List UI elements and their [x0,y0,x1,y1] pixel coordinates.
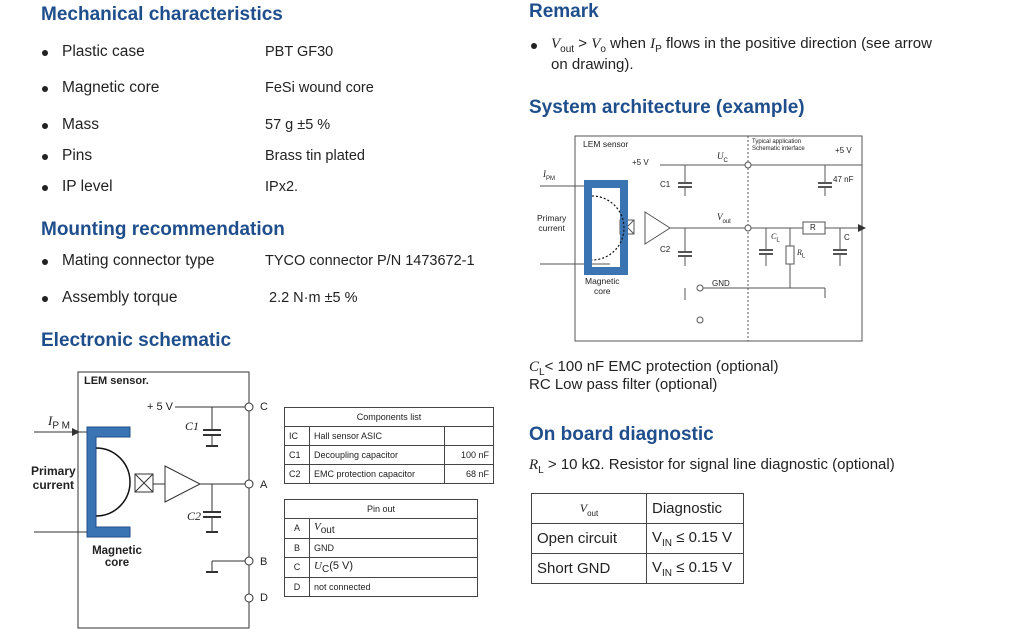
sys-47nf-label: 47 nF [833,175,854,184]
table-row: B GND [285,538,478,557]
mount-value: TYCO connector P/N 1473672-1 [265,253,475,269]
mech-value: IPx2. [265,179,299,195]
mount-value: 2.2 N·m ±5 % [269,290,358,306]
table-row: Short GND $V_{IN} \le 0.15$ V [532,554,744,584]
components-title: Components list [285,408,494,427]
table-row: IC Hall sensor ASIC [285,427,494,446]
sys-c2-label: C2 [660,245,671,254]
pin-c-label: C [260,401,268,413]
mechanical-title: Mechanical characteristics [41,4,283,25]
sys-uc-label: $U_C$ [717,151,728,164]
mech-value: 57 g ±5 % [265,117,331,133]
mount-label: Mating connector type [62,252,215,269]
diagnostic-rl-text: $R_L > 10$ kΩ. Resistor for signal line diagnostic (optional) [529,456,895,476]
sys-cl-label: $C_L$ [771,232,780,244]
sys-c-label: C [844,233,850,242]
c2-label: C2 [187,509,202,523]
system-title: System architecture (example) [529,97,805,118]
table-row: A $V_{out}$ [285,519,478,539]
mech-label: Pins [62,147,93,164]
sys-gnd-label: GND [712,279,730,288]
table-header: $V_{out}$ Diagnostic [532,494,744,524]
mech-label: IP level [62,178,113,195]
pin-d-label: D [260,592,268,604]
note-rc: RC Low pass filter (optional) [529,376,718,393]
sys-magnetic-core: Magnetic core [585,276,620,296]
plus5v-label: + 5 V [147,401,173,413]
remark-text: $V_{out} > V_o$ when $I_P$ flows in the positive direction (see arrow [551,35,932,55]
pin-a-label: A [260,479,268,491]
mech-label: Mass [62,116,100,133]
magnetic-core-label: Magnetic core [92,545,142,569]
ipm-label: $I_{P M}$ [48,413,70,432]
sys-r-label: R [810,223,816,232]
mech-label: Plastic case [62,43,145,60]
note-cl: $C_L< 100$ nF EMC protection (optional) [529,358,779,378]
sys-plus5v-out: +5 V [835,146,852,155]
sys-primary-current: Primary current [537,213,567,233]
mech-label: Magnetic core [62,79,160,96]
sys-ipm-label: $I_{PM}$ [543,169,555,182]
mech-value: FeSi wound core [265,80,374,96]
table-row: C1 Decoupling capacitor 100 nF [285,446,494,465]
mount-label: Assembly torque [62,289,178,306]
sys-plus5v-in: +5 V [632,158,649,167]
pinout-title: Pin out [285,500,478,519]
table-row: Open circuit $V_{IN} \le 0.15$ V [532,524,744,554]
diagnostic-table [531,493,744,584]
sys-c1-label: C1 [660,180,671,189]
table-row: D not connected [285,577,478,596]
remark-title: Remark [529,1,599,22]
sys-rl-label: $R_L$ [797,248,806,260]
primary-current-label: Primary current [31,464,76,492]
mounting-title: Mounting recommendation [41,219,285,240]
mech-value: PBT GF30 [265,44,334,60]
sys-typical-label: Typical application Schematic interface [752,139,805,152]
remark-text-cont: on drawing). [551,56,634,73]
pin-b-label: B [260,556,268,568]
sys-vout-label: $V_{out}$ [717,212,731,225]
table-row: C $U_C(5$ V) [285,557,478,577]
table-row: C2 EMC protection capacitor 68 nF [285,465,494,484]
mech-value: Brass tin plated [265,148,365,164]
sys-lem-sensor-label: LEM sensor [583,139,629,149]
c1-label: C1 [185,419,200,433]
diagnostic-title: On board diagnostic [529,424,714,445]
lem-sensor-label: LEM sensor. [84,375,149,387]
schematic-title: Electronic schematic [41,330,232,351]
